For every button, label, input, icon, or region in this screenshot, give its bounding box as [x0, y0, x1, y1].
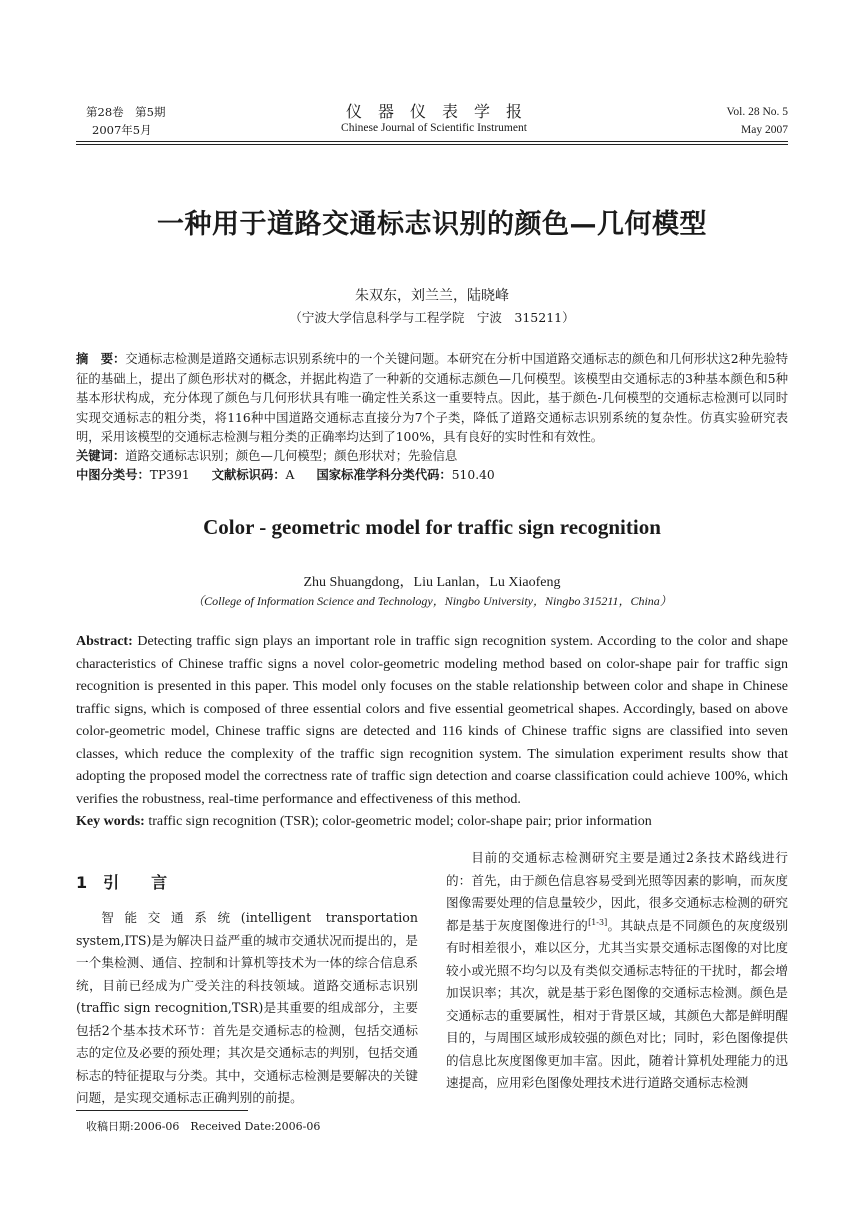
abstract-cn-text: 交通标志检测是道路交通标志识别系统中的一个关键问题。本研究在分析中国道路交通标志的颜色和几何形状这2种先验特征的基础上，提出了颜色形状对的概念，并据此构造了一种新的交通标志颜色—几何模型。该模型由交通标志的3种基本颜色和5种基本形状构成，充分体现了颜色与几何形状具有唯一确定性关系这一重要特点。因此，基于颜色-几何模型的交通标志检测可以同时实现交通标志的粗分类，将116种中国道路交通标志直接分为7个子类，降低了道路交通标志识别系统的复杂性。仿真实验研究表明，采用该模型的交通标志检测与粗分类的正确率均达到了100%，具有良好的实时性和有效性。 [76, 352, 788, 444]
right-column [446, 847, 788, 1095]
std-code-label: 国家标准学科分类代码： [316, 468, 452, 482]
date-en: May 2007 [741, 124, 788, 136]
abstract-cn-label: 摘 要： [76, 352, 126, 366]
header-rule [76, 141, 788, 142]
keywords-en-label: Key words [76, 814, 141, 829]
keywords-cn-label: 关键词： [76, 449, 126, 463]
paper-title-cn: 一种用于道路交通标志识别的颜色—几何模型 [157, 209, 707, 240]
journal-name-cn: 仪器仪表学报 [345, 102, 538, 121]
intro-paragraph-2-part-b: 。其缺点是不同颜色的灰度级别有时相差很小，难以区分，尤其当实景交通标志图像的对比度较小或光照不均匀以及有类似交通标志特征的干扰时，都会增加误识率；其次，就是基于彩色图像的交通标志检测。颜色是交通标志的重要属性，相对于背景区域，其颜色大都是鲜明醒目的，与周围区域形成较强的颜色对比；同时，彩色图像提供的信息比灰度图像更加丰富。因此，随着计算机处理能力的迅速提高，应用彩色图像处理技术进行道路交通标志检测 [446, 917, 789, 1090]
keywords-cn [76, 447, 788, 467]
keywords-cn-text: 道路交通标志识别；颜色—几何模型；颜色形状对；先验信息 [125, 449, 458, 463]
abstract-en-label: Abstract [76, 634, 129, 649]
doc-code-label: 文献标识码： [211, 468, 286, 482]
received-date: 收稿日期:2006-06 Received Date:2006-06 [86, 1120, 321, 1133]
abstract-en-text: Detecting traffic sign plays an important role in traffic sign recognition system. According to the color and shape characteristics of Chinese traffic signs a novel color-geometric modeling method based on color-shape pair for traffic sign recognition is presented in this paper. This model only focuses on the stable relationship between color and shape in Chinese traffic signs, which is composed of three essential colors and five essential geometrical shapes. Accordingly, based on above color-geometric model, Chinese traffic signs are detected and 116 kinds of Chinese traffic signs are classified into seven classes, which reduce the complexity of the traffic sign recognition system. The simulation experiment results show that adopting the proposed model the correctness rate of traffic sign detection and coarse classification could achieve 100%, which verifies the robustness, real-time performance and effectiveness of this method. [76, 634, 789, 807]
journal-name-en: Chinese Journal of Scientific Instrument [341, 122, 527, 134]
citation: [1-3] [588, 917, 608, 927]
clc-label: 中图分类号： [76, 468, 150, 482]
footnote-rule [76, 1110, 248, 1111]
clc-value: TP391 [149, 468, 190, 482]
abstract-en: Abstract: Detecting traffic sign plays an important role in traffic sign recognition system. According to the color and shape characteristics of Chinese traffic signs a novel color-geometric modeling method based on color-shape pair for traffic sign recognition is presented in this paper. This model only focuses on the stable relationship between color and shape in Chinese traffic signs, which is composed of three essential colors and five essential geometrical shapes. Accordingly, based on above color-geometric model, Chinese traffic signs are detected and 116 kinds of Chinese traffic signs are classified into seven classes, which reduce the complexity of the traffic sign recognition system. The simulation experiment results show that adopting the proposed model the correctness rate of traffic sign detection and coarse classification could achieve 100%, which verifies the robustness, real-time performance and effectiveness of this method. Key words: traffic sign recognition (TSR); color-geometric model; color-shape pair; prior information [76, 634, 789, 829]
affiliation-en: （College of Information Science and Technology，Ningbo University，Ningbo 315211，China） [192, 594, 672, 608]
authors-cn: 朱双东，刘兰兰，陆晓峰 [355, 288, 509, 304]
authors-en: Zhu Shuangdong，Liu Lanlan，Lu Xiaofeng [303, 575, 561, 590]
affiliation-cn: （宁波大学信息科学与工程学院 宁波 315211） [289, 310, 575, 325]
volume-issue-cn: 第28卷 第5期 [86, 105, 166, 119]
volume-issue-en: Vol. 28 No. 5 [726, 106, 788, 118]
keywords-en-text: traffic sign recognition (TSR); color-geometric model; color-shape pair; prior information [148, 814, 652, 829]
classification-line [76, 466, 788, 486]
abstract-cn [76, 350, 788, 448]
paper-title-en: Color - geometric model for traffic sign recognition [203, 515, 661, 539]
intro-paragraph-2-part-a: 目前的交通标志检测研究主要是通过2条技术路线进行的：首先，由于颜色信息容易受到光照等因素的影响，而灰度图像需要处理的信息量较少，因此，很多交通标志检测的研究都是基于灰度图像进行的 [446, 850, 788, 933]
intro-paragraph-2 [446, 847, 788, 1095]
date-cn: 2007年5月 [92, 123, 152, 137]
left-column [76, 907, 418, 1110]
doc-code-value: A [285, 468, 295, 482]
std-code-value: 510.40 [451, 468, 495, 482]
header-rule-2 [76, 144, 788, 145]
section-heading: 1 引 言 [76, 873, 168, 892]
intro-paragraph-1: 智能交通系统(intelligent transportation system,ITS)是为解决日益严重的城市交通状况而提出的，是一个集检测、通信、控制和计算机等技术为一体的综合信息系统，目前已经成为广受关注的科技领域。道路交通标志识别(traffic sign recognition,TSR)是其重要的组成部分，主要包括2个基本技术环节：首先是交通标志的检测，包括交通标志的定位及必要的预处理；其次是交通标志的判别，包括交通标志的特征提取与分类。其中，交通标志检测是要解决的关键问题，是实现交通标志正确判别的前提。 [76, 910, 418, 1105]
